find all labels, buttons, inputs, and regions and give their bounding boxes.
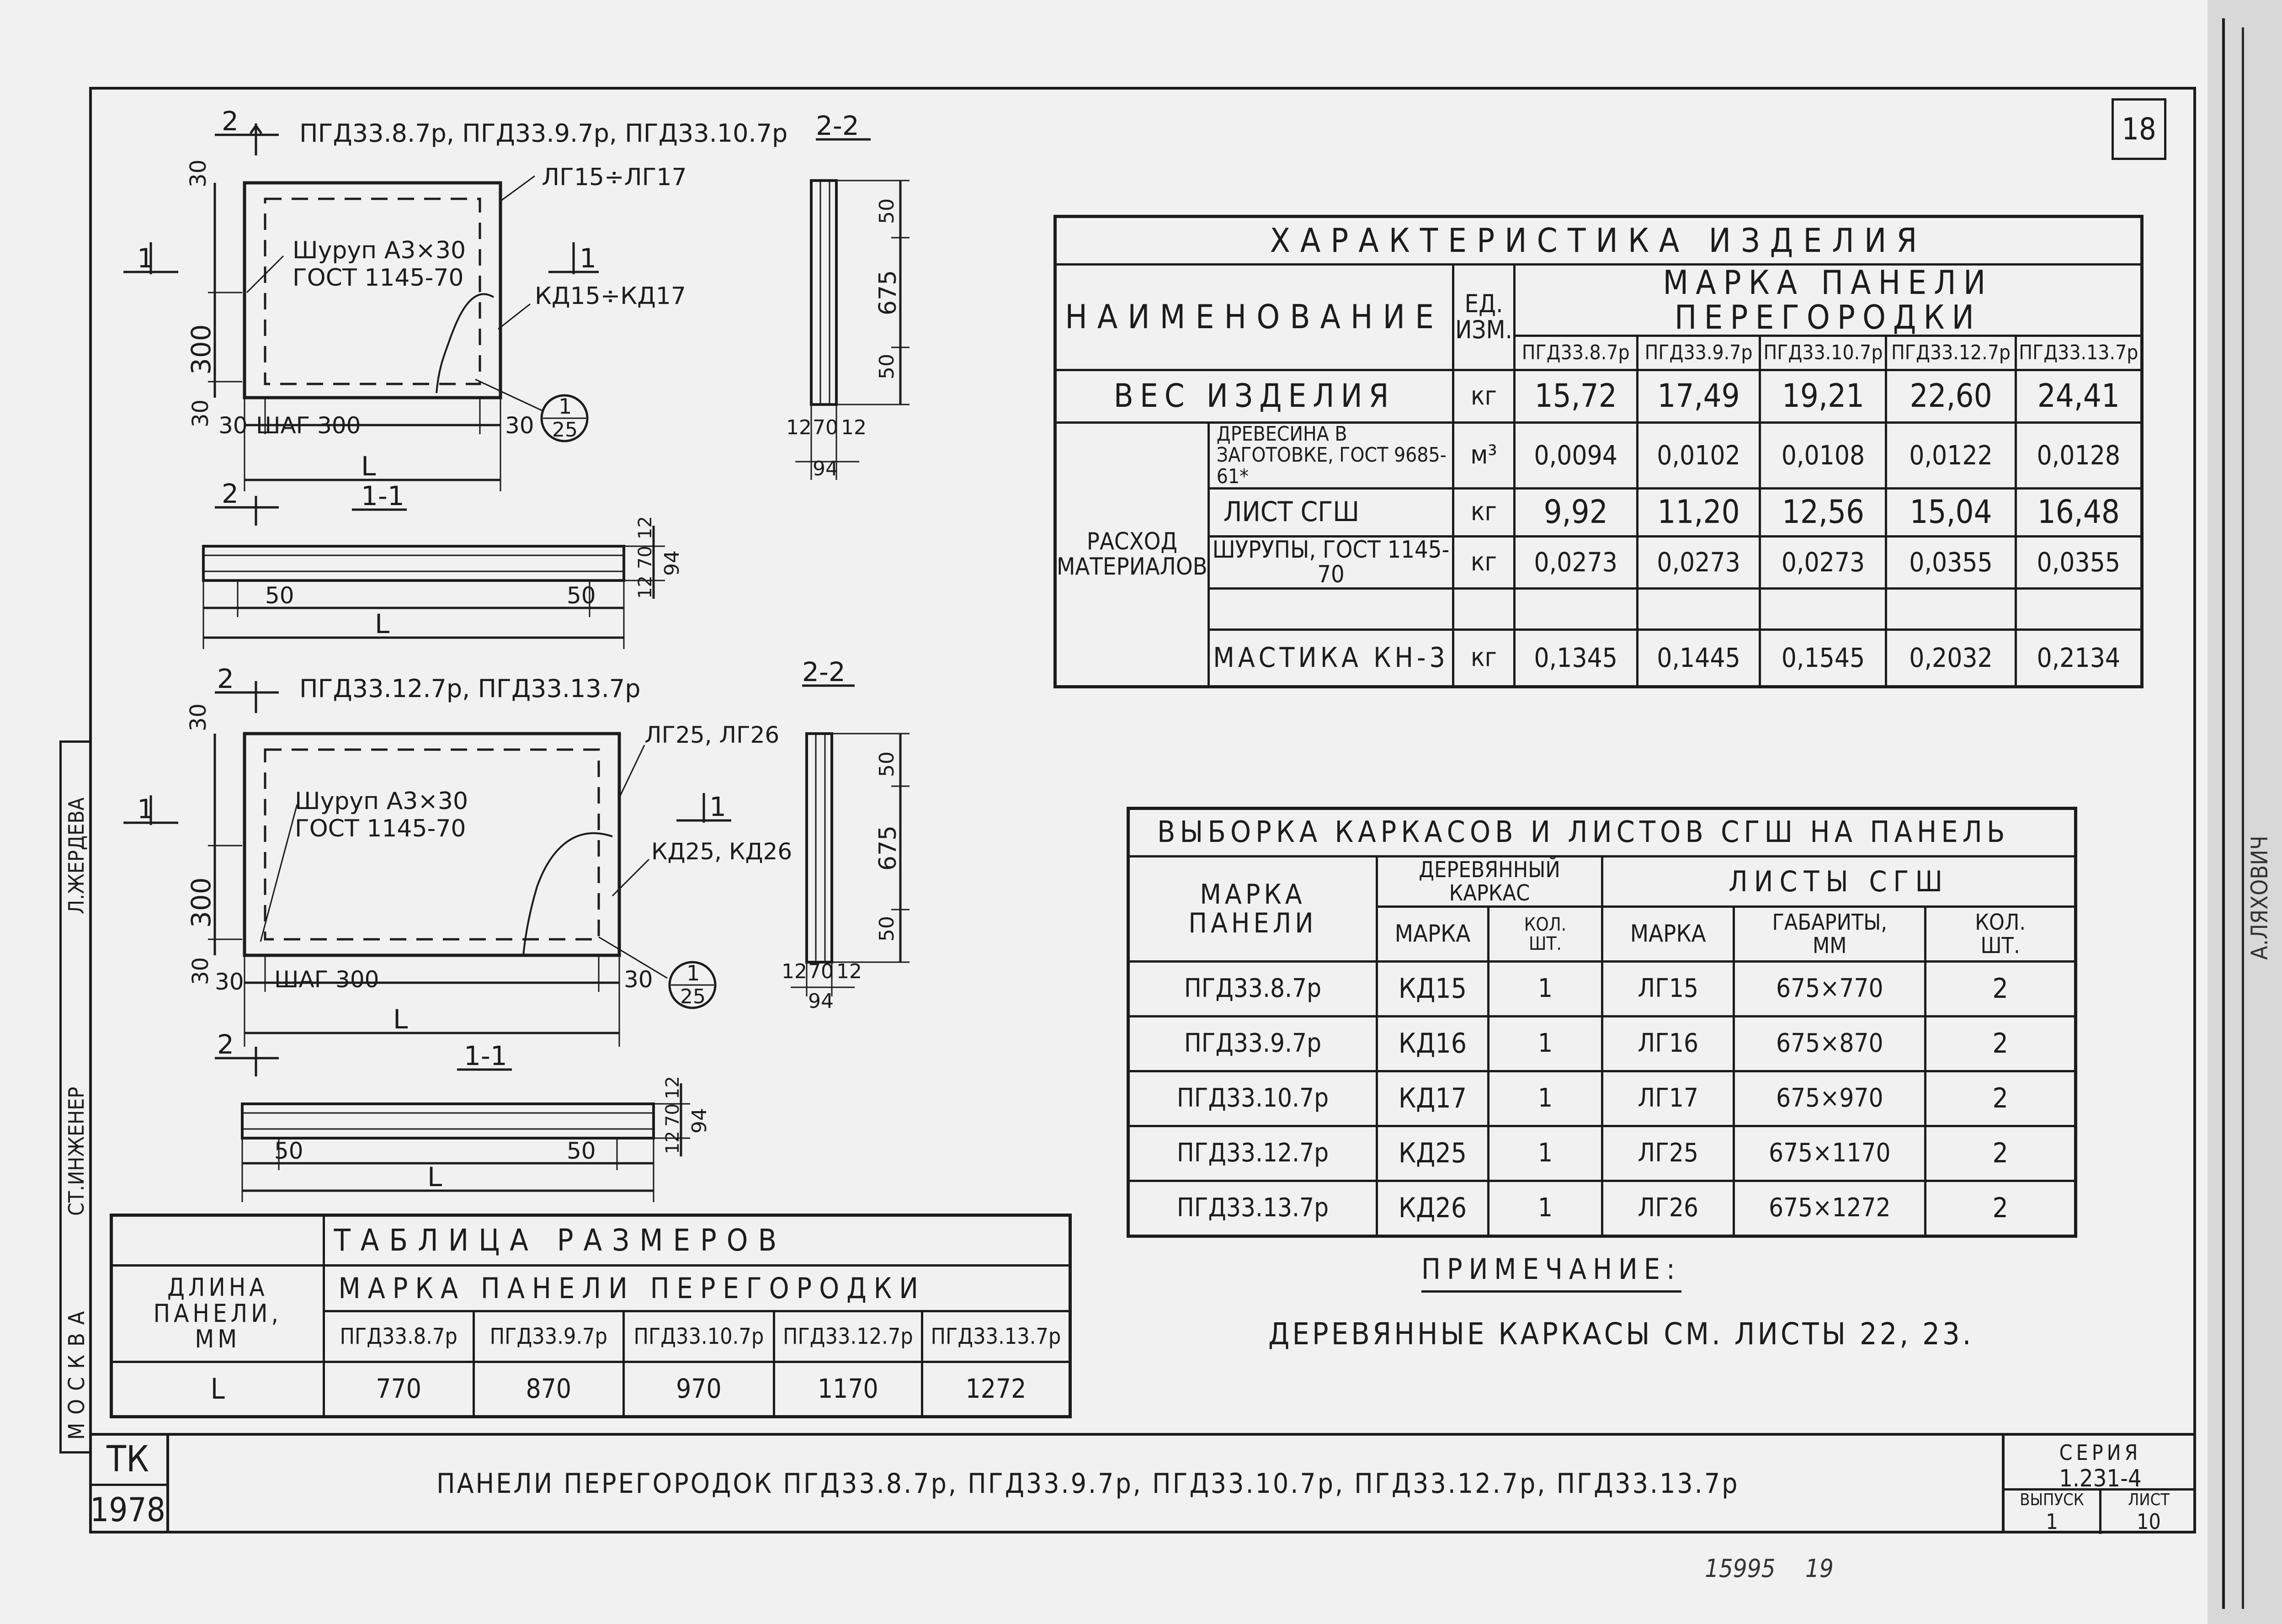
top-s-12b: 12 [841, 416, 867, 439]
bottom-11-L: L [427, 1161, 442, 1193]
screws-unit: кг [1453, 536, 1515, 588]
sel-row [1128, 1126, 2076, 1181]
sizes-values-row [112, 1362, 1070, 1416]
issue-value: 1 [2046, 1509, 2058, 1534]
top-11-title: 1-1 [361, 480, 404, 511]
sheet-value: 10 [2137, 1509, 2161, 1534]
series-value: 1.231-4 [2059, 1465, 2142, 1492]
sizes-mark-header: МАРКА ПАНЕЛИ ПЕРЕГОРОДКИ [324, 1266, 1070, 1311]
right-strip-name: А.ЛЯХОВИЧ [2246, 836, 2273, 960]
weight-v4: 22,60 [1886, 370, 2016, 423]
bottom-s-12a: 12 [782, 960, 807, 983]
weight-v5: 24,41 [2016, 370, 2142, 423]
screws-v3: 0,0273 [1760, 536, 1886, 588]
bottom-s-50b: 50 [875, 916, 899, 942]
sheet-v3: 12,56 [1760, 488, 1886, 536]
char-mark-4: ПГД33.12.7р [1886, 336, 2016, 370]
sel-frame-header: ДЕРЕВЯННЫЙ КАРКАС [1377, 857, 1602, 907]
mastic-row [1055, 629, 2142, 687]
sel-row [1128, 1071, 2076, 1126]
bottom-11-50b: 50 [567, 1138, 596, 1164]
sheet-number: 18 [2122, 112, 2156, 147]
top-11-70: 70 [635, 546, 656, 569]
sizes-mark-3: ПГД33.10.7р [623, 1311, 774, 1362]
wood-label: ДРЕВЕСИНА В ЗАГОТОВКЕ, ГОСТ 9685-61* [1208, 423, 1453, 489]
sel-row-1-frame-qty: 1 [1488, 962, 1602, 1017]
char-mark-3: ПГД33.10.7р [1760, 336, 1886, 370]
left-strip-name: Л.ЖЕРДЕВА [64, 797, 89, 914]
screws-v5: 0,0355 [2016, 536, 2142, 588]
top-s-70: 70 [813, 416, 838, 439]
note-title: ПРИМЕЧАНИЕ: [1421, 1252, 1681, 1293]
sheet-v4: 15,04 [1886, 488, 2016, 536]
char-mark-2: ПГД33.9.7р [1637, 336, 1760, 370]
sel-row-2-dims: 675×870 [1734, 1017, 1926, 1071]
sheet-v1: 9,92 [1514, 488, 1637, 536]
bottom-node-top: 1 [686, 961, 700, 985]
char-mark-header: МАРКА ПАНЕЛИ ПЕРЕГОРОДКИ [1514, 265, 2142, 336]
sizes-v3: 970 [623, 1362, 774, 1416]
sel-sheets-header: ЛИСТЫ СГШ [1602, 857, 2075, 907]
wood-v1: 0,0094 [1514, 423, 1637, 489]
weight-label: ВЕС ИЗДЕЛИЯ [1055, 370, 1453, 423]
top-cut-num-left: 1 [137, 243, 154, 274]
sel-row-3-dims: 675×970 [1734, 1071, 1926, 1126]
bottom-dim-L: L [393, 1004, 408, 1035]
sheet-unit: кг [1453, 488, 1515, 536]
sel-row-4-panel: ПГД33.12.7р [1128, 1126, 1377, 1181]
sel-row-4-sheet: ЛГ25 [1602, 1126, 1734, 1181]
top-marker-num: 2 [222, 106, 239, 137]
sel-row-3-sheet: ЛГ17 [1602, 1071, 1734, 1126]
top-11-12a: 12 [635, 516, 656, 539]
wood-row [1055, 423, 2142, 489]
top-step: ШАГ 300 [256, 412, 361, 439]
bottom-node-bottom: 25 [680, 985, 706, 1008]
org-code: ТК [89, 1436, 166, 1486]
sel-row-1-sheet: ЛГ15 [1602, 962, 1734, 1017]
screws-v2: 0,0273 [1637, 536, 1760, 588]
bottom-section-1-1 [215, 1047, 690, 1202]
issue-label: ВЫПУСК [2020, 1491, 2084, 1509]
sel-row-2-frame-qty: 1 [1488, 1017, 1602, 1071]
sel-row-1-dims: 675×770 [1734, 962, 1926, 1017]
org-box [89, 1436, 169, 1533]
mastic-v1: 0,1345 [1514, 629, 1637, 687]
bottom-step: ШАГ 300 [274, 966, 379, 993]
sel-row-5-frame-qty: 1 [1488, 1181, 1602, 1236]
org-year: 1978 [90, 1491, 165, 1529]
sizes-mark-1: ПГД33.8.7р [324, 1311, 473, 1362]
selection-table [1127, 807, 2077, 1238]
bottom-11-12a: 12 [662, 1076, 683, 1099]
top-s-12a: 12 [786, 416, 812, 439]
top-s-675: 675 [874, 270, 902, 315]
top-section-1-1 [203, 496, 665, 649]
wood-v2: 0,0102 [1637, 423, 1760, 489]
top-s-50b: 50 [875, 354, 899, 379]
right-binding-strip [2208, 0, 2282, 1624]
char-mark-5: ПГД33.13.7р [2016, 336, 2142, 370]
top-dim-300: 300 [186, 324, 217, 375]
left-strip-role: СТ.ИНЖЕНЕР [64, 1086, 89, 1216]
sel-panel-header: МАРКА ПАНЕЛИ [1128, 857, 1377, 962]
note-text: ДЕРЕВЯННЫЕ КАРКАСЫ СМ. ЛИСТЫ 22, 23. [1268, 1316, 1974, 1352]
bottom-marks-title: ПГД33.12.7р, ПГД33.13.7р [299, 674, 641, 703]
sel-sub-mark-2: МАРКА [1602, 907, 1734, 962]
sheet-number-box [2112, 98, 2166, 160]
right-strip-line-2 [2242, 27, 2244, 1609]
sheet-row [1055, 488, 2142, 536]
top-s-50a: 50 [875, 198, 899, 224]
top-gost-label: ГОСТ 1145-70 [293, 264, 464, 292]
top-11-12b: 12 [635, 575, 656, 599]
sizes-corner [112, 1215, 324, 1266]
top-section-label: 2-2 [816, 110, 859, 141]
series-label: СЕРИЯ [2059, 1440, 2142, 1465]
top-dim-30-bottom-right: 30 [505, 412, 534, 439]
sel-row-5-sheet: ЛГ26 [1602, 1181, 1734, 1236]
top-dim-30-left: 30 [188, 399, 213, 427]
weight-row [1055, 370, 2142, 423]
mastic-unit: кг [1453, 629, 1515, 687]
left-strip-city: МОСКВА [64, 1303, 90, 1440]
sel-row-5-sheet-qty: 2 [1926, 1181, 2076, 1236]
bottom-s-12b: 12 [836, 960, 862, 983]
sel-row [1128, 1017, 2076, 1071]
bottom-cut-num-left: 1 [137, 793, 154, 825]
bottom-dim-30-top: 30 [186, 703, 211, 731]
bottom-gost-label: ГОСТ 1145-70 [295, 815, 466, 842]
sizes-mark-5: ПГД33.13.7р [922, 1311, 1070, 1362]
bottom-11-marker: 2 [217, 1029, 234, 1060]
wood-v4: 0,0122 [1886, 423, 2016, 489]
top-11-marker: 2 [222, 478, 239, 509]
title-block [89, 1433, 2196, 1533]
screws-label: ШУРУПЫ, ГОСТ 1145-70 [1208, 536, 1453, 588]
sel-row-2-sheet-qty: 2 [1926, 1017, 2076, 1071]
right-strip-line [2222, 18, 2225, 1609]
bottom-marker-num: 2 [217, 663, 234, 694]
top-lg-label: ЛГ15÷ЛГ17 [542, 164, 687, 191]
sizes-mark-4: ПГД33.12.7р [774, 1311, 922, 1362]
sel-sub-mark-1: МАРКА [1377, 907, 1488, 962]
sizes-mark-2: ПГД33.9.7р [473, 1311, 623, 1362]
bottom-screw-label: Шуруп А3×30 [295, 788, 468, 815]
mastic-v5: 0,2134 [2016, 629, 2142, 687]
bottom-11-12b: 12 [662, 1131, 683, 1154]
sizes-v5: 1272 [922, 1362, 1070, 1416]
sel-row-1-panel: ПГД33.8.7р [1128, 962, 1377, 1017]
sel-row-1-sheet-qty: 2 [1926, 962, 2076, 1017]
top-kd-label: КД15÷КД17 [535, 282, 686, 310]
bottom-11-94: 94 [688, 1108, 711, 1134]
series-box [2002, 1436, 2196, 1533]
sizes-v1: 770 [324, 1362, 473, 1416]
top-dim-30-top: 30 [186, 159, 211, 187]
sel-row-2-panel: ПГД33.9.7р [1128, 1017, 1377, 1071]
bottom-dim-30-bottom-left: 30 [215, 969, 244, 995]
bottom-11-70: 70 [662, 1103, 683, 1127]
mastic-v2: 0,1445 [1637, 629, 1760, 687]
sel-row-1-frame: КД15 [1377, 962, 1488, 1017]
wood-v3: 0,0108 [1760, 423, 1886, 489]
top-cut-num-right: 1 [580, 243, 596, 274]
char-unit-header: ЕД. ИЗМ. [1453, 265, 1515, 370]
sel-row-3-sheet-qty: 2 [1926, 1071, 2076, 1126]
weight-v2: 17,49 [1637, 370, 1760, 423]
bottom-s-94: 94 [808, 990, 834, 1013]
sel-row-3-panel: ПГД33.10.7р [1128, 1071, 1377, 1126]
sizes-table [110, 1214, 1072, 1418]
bottom-s-70: 70 [808, 960, 834, 983]
top-marks-title: ПГД33.8.7р, ПГД33.9.7р, ПГД33.10.7р [299, 119, 788, 148]
sizes-title: ТАБЛИЦА РАЗМЕРОВ [324, 1215, 1070, 1266]
sel-row-5-dims: 675×1272 [1734, 1181, 1926, 1236]
screws-row [1055, 536, 2142, 588]
top-dim-30-bottom-left: 30 [218, 412, 248, 439]
footer-stamp: 15995 19 [1705, 1554, 1834, 1583]
top-node-top: 1 [559, 394, 572, 419]
bottom-s-50a: 50 [875, 751, 899, 777]
top-11-50a: 50 [265, 582, 294, 609]
top-s-94: 94 [813, 457, 838, 480]
empty-row [1055, 588, 2142, 629]
weight-unit: кг [1453, 370, 1515, 423]
sheet-label: ЛИСТ СГШ [1208, 488, 1453, 536]
bottom-11-50a: 50 [274, 1138, 303, 1164]
bottom-section-label: 2-2 [802, 656, 846, 687]
characteristics-table [1053, 215, 2144, 688]
bottom-dim-300: 300 [186, 877, 217, 928]
sel-row-2-sheet: ЛГ16 [1602, 1017, 1734, 1071]
sizes-length-header: ДЛИНА ПАНЕЛИ, ММ [112, 1266, 324, 1362]
top-11-94: 94 [660, 550, 684, 576]
weight-v1: 15,72 [1514, 370, 1637, 423]
sel-row-3-frame: КД17 [1377, 1071, 1488, 1126]
top-11-50b: 50 [567, 582, 596, 609]
sel-row-4-sheet-qty: 2 [1926, 1126, 2076, 1181]
sheet-v2: 11,20 [1637, 488, 1760, 536]
sel-row-5-frame: КД26 [1377, 1181, 1488, 1236]
bottom-s-675: 675 [874, 825, 902, 871]
sheet-label: ЛИСТ [2128, 1491, 2170, 1509]
sel-row-5-panel: ПГД33.13.7р [1128, 1181, 1377, 1236]
sizes-v2: 870 [473, 1362, 623, 1416]
top-11-L: L [375, 608, 390, 639]
mastic-label: МАСТИКА КН-3 [1208, 629, 1453, 687]
sel-row-3-frame-qty: 1 [1488, 1071, 1602, 1126]
mastic-v4: 0,2032 [1886, 629, 2016, 687]
sel-sub-qty-1: КОЛ. ШТ. [1488, 907, 1602, 962]
char-mark-1: ПГД33.8.7р [1514, 336, 1637, 370]
selection-title: ВЫБОРКА КАРКАСОВ И ЛИСТОВ СГШ НА ПАНЕЛЬ [1128, 809, 2076, 857]
sel-row [1128, 1181, 2076, 1236]
sel-row-4-frame: КД25 [1377, 1126, 1488, 1181]
bottom-lg-label: ЛГ25, ЛГ26 [644, 722, 780, 748]
bottom-dim-30-left: 30 [188, 957, 213, 985]
screws-v1: 0,0273 [1514, 536, 1637, 588]
weight-v3: 19,21 [1760, 370, 1886, 423]
top-dim-L: L [361, 451, 376, 482]
bottom-cut-num-right: 1 [709, 791, 726, 822]
sel-row-4-dims: 675×1170 [1734, 1126, 1926, 1181]
char-name-header: НАИМЕНОВАНИЕ [1055, 265, 1453, 370]
sel-sub-qty-2: КОЛ. ШТ. [1926, 907, 2076, 962]
sel-row [1128, 962, 2076, 1017]
drawing-title: ПАНЕЛИ ПЕРЕГОРОДОК ПГД33.8.7р, ПГД33.9.7р, ПГД33.10.7р, ПГД33.12.7р, ПГД33.13.7р [436, 1468, 1739, 1500]
sel-row-4-frame-qty: 1 [1488, 1126, 1602, 1181]
sel-sub-dims: ГАБАРИТЫ, ММ [1734, 907, 1926, 962]
consumption-label: РАСХОД МАТЕРИАЛОВ [1055, 423, 1209, 687]
sel-row-2-frame: КД16 [1377, 1017, 1488, 1071]
char-table-title: ХАРАКТЕРИСТИКА ИЗДЕЛИЯ [1055, 217, 2142, 265]
wood-unit: м³ [1453, 423, 1515, 489]
sheet-v5: 16,48 [2016, 488, 2142, 536]
mastic-v3: 0,1545 [1760, 629, 1886, 687]
top-node-bottom: 25 [552, 418, 578, 442]
sizes-v4: 1170 [774, 1362, 922, 1416]
wood-v5: 0,0128 [2016, 423, 2142, 489]
bottom-dim-30-bottom-right: 30 [624, 966, 653, 993]
screws-v4: 0,0355 [1886, 536, 2016, 588]
bottom-kd-label: КД25, КД26 [651, 838, 793, 865]
panel-drawings [0, 0, 1005, 1234]
bottom-11-title: 1-1 [464, 1040, 507, 1071]
top-screw-label: Шуруп А3×30 [293, 237, 466, 264]
sizes-row-label: L [112, 1362, 324, 1416]
